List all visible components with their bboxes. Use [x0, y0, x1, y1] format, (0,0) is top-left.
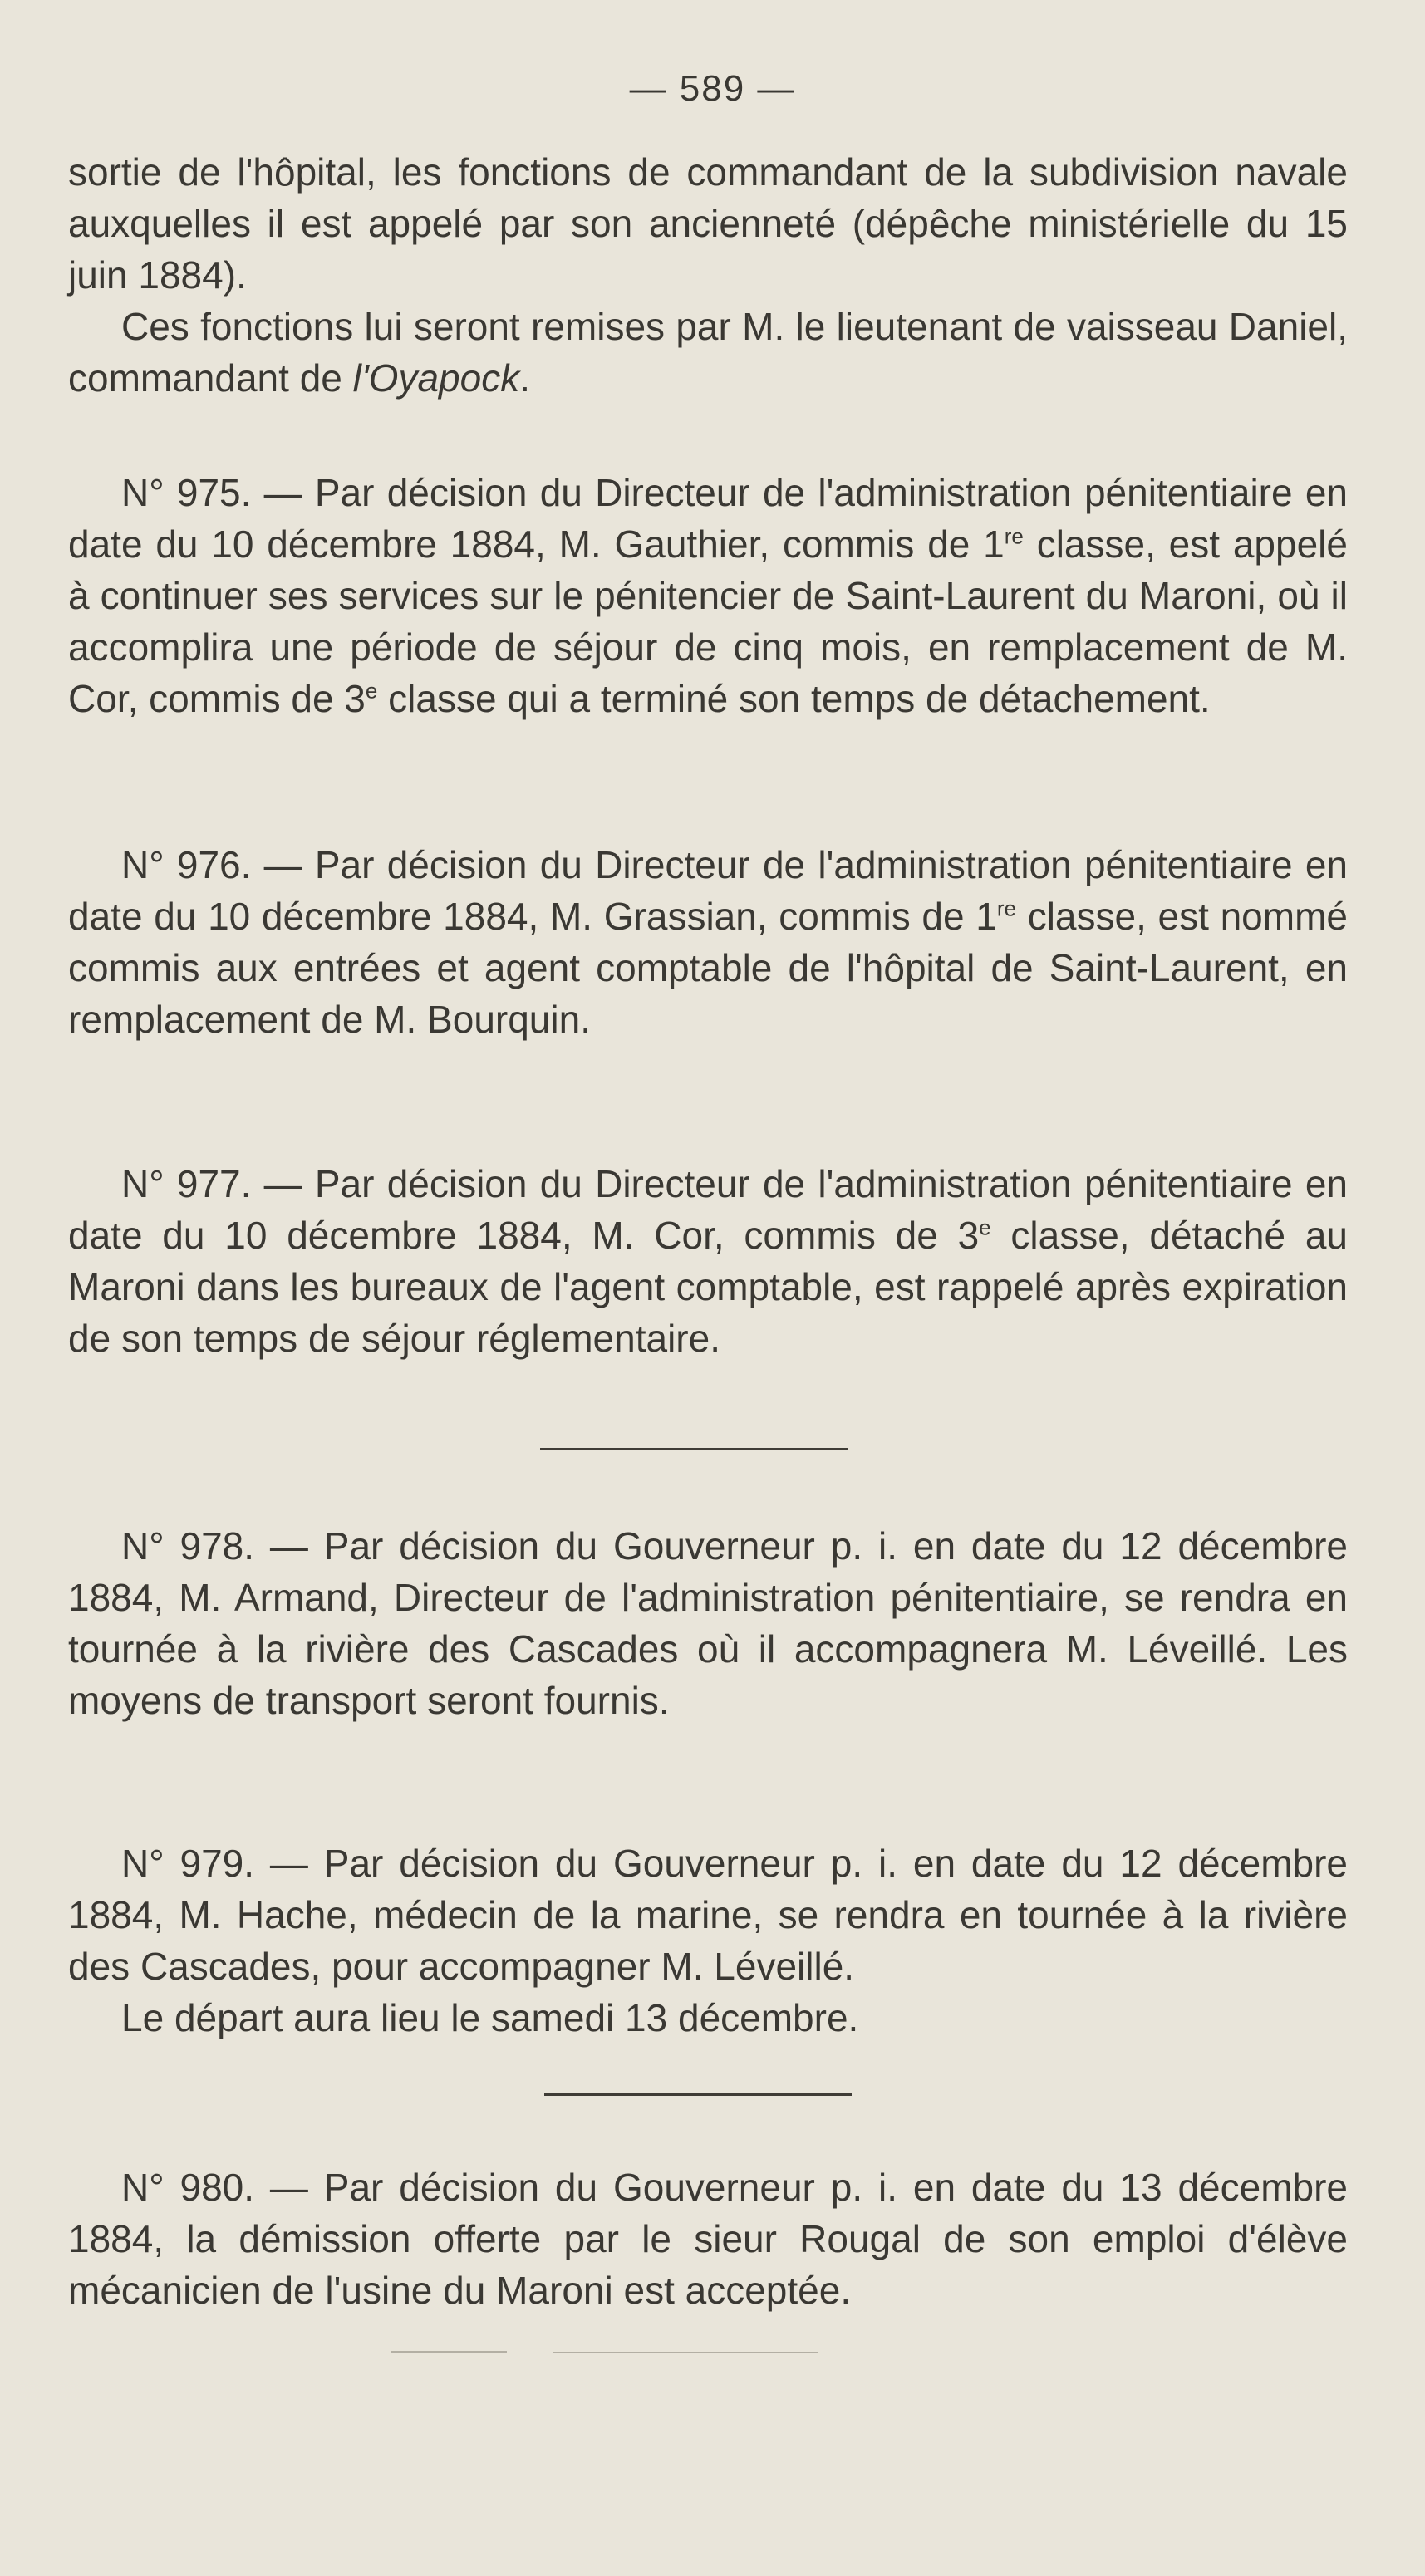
- handover-period: .: [519, 356, 530, 400]
- decision-978-block: [68, 1520, 1348, 1726]
- page-number: — 589 —: [629, 68, 796, 109]
- decision-975: [68, 467, 1348, 724]
- decision-979: N° 979. — Par décision du Gouverneur p. i. en date du 12 décembre 1884, M. Hache, médecin de la marine, se rendra en tournée à la rivière des Cascades, pour accompagner M. Léveillé.: [68, 1842, 1348, 1988]
- faint-rule: [553, 2352, 818, 2353]
- decision-976-sup: re: [996, 895, 1016, 921]
- decision-977-block: [68, 1158, 1348, 1364]
- ink-smudge: [391, 2351, 507, 2353]
- decision-977-text-a: N° 977. — Par décision du Directeur de l'administration pénitentiaire en date du 10 décembre 1884, M. Cor, commis de 3: [68, 1162, 1348, 1257]
- paragraph-continuation: sortie de l'hôpital, les fonctions de commandant de la subdivision navale auxquelles il est appelé par son ancienneté (dépêche ministérielle du 15 juin 1884).: [68, 150, 1348, 297]
- decision-976: [68, 839, 1348, 1045]
- decision-975-text-b: classe, est appelé à continuer ses services sur le pénitencier de Saint-Laurent du Maroni, où il accomplira une période de séjour de cinq mois, en remplacement de M. Cor, commis de 3: [68, 523, 1348, 720]
- decision-977-sup: e: [979, 1214, 991, 1240]
- decision-979-departure: Le départ aura lieu le samedi 13 décembre.: [121, 1996, 859, 2039]
- decision-975-sup-1: re: [1004, 523, 1024, 549]
- decision-980: N° 980. — Par décision du Gouverneur p. i. en date du 13 décembre 1884, la démission offerte par le sieur Rougal de son emploi d'élève mécanicien de l'usine du Maroni est acceptée.: [68, 2166, 1348, 2312]
- decision-978: N° 978. — Par décision du Gouverneur p. i. en date du 12 décembre 1884, M. Armand, Directeur de l'administration pénitentiaire, se rendra en tournée à la rivière des Cascades où il accompagnera M. Léveillé. Les moyens de transport seront fournis.: [68, 1524, 1348, 1722]
- continuation-block: [68, 146, 1348, 404]
- decision-976-block: [68, 839, 1348, 1045]
- decision-975-text-c: classe qui a terminé son temps de détachement.: [377, 677, 1211, 720]
- paragraph-handover: [68, 301, 1348, 404]
- handover-text: Ces fonctions lui seront remises par M. le lieutenant de vaisseau Daniel, commandant de: [68, 305, 1348, 400]
- section-divider-1: [540, 1448, 848, 1450]
- decision-977: [68, 1158, 1348, 1364]
- decision-977-text-b: classe, détaché au Maroni dans les bureaux de l'agent comptable, est rappelé après expiration de son temps de séjour réglementaire.: [68, 1214, 1348, 1360]
- decision-975-text-a: N° 975. — Par décision du Directeur de l'administration pénitentiaire en date du 10 décembre 1884, M. Gauthier, commis de 1: [68, 471, 1348, 566]
- decision-976-text-a: N° 976. — Par décision du Directeur de l'administration pénitentiaire en date du 10 décembre 1884, M. Grassian, commis de 1: [68, 843, 1348, 938]
- decision-975-block: [68, 467, 1348, 724]
- decision-980-block: [68, 2161, 1348, 2316]
- decision-976-text-b: classe, est nommé commis aux entrées et agent comptable de l'hôpital de Saint-Laurent, en remplacement de M. Bourquin.: [68, 895, 1348, 1041]
- decision-979-block: [68, 1838, 1348, 2044]
- section-divider-2: [544, 2093, 852, 2096]
- decision-975-sup-2: e: [365, 678, 378, 704]
- ship-name: l'Oyapock: [352, 356, 520, 400]
